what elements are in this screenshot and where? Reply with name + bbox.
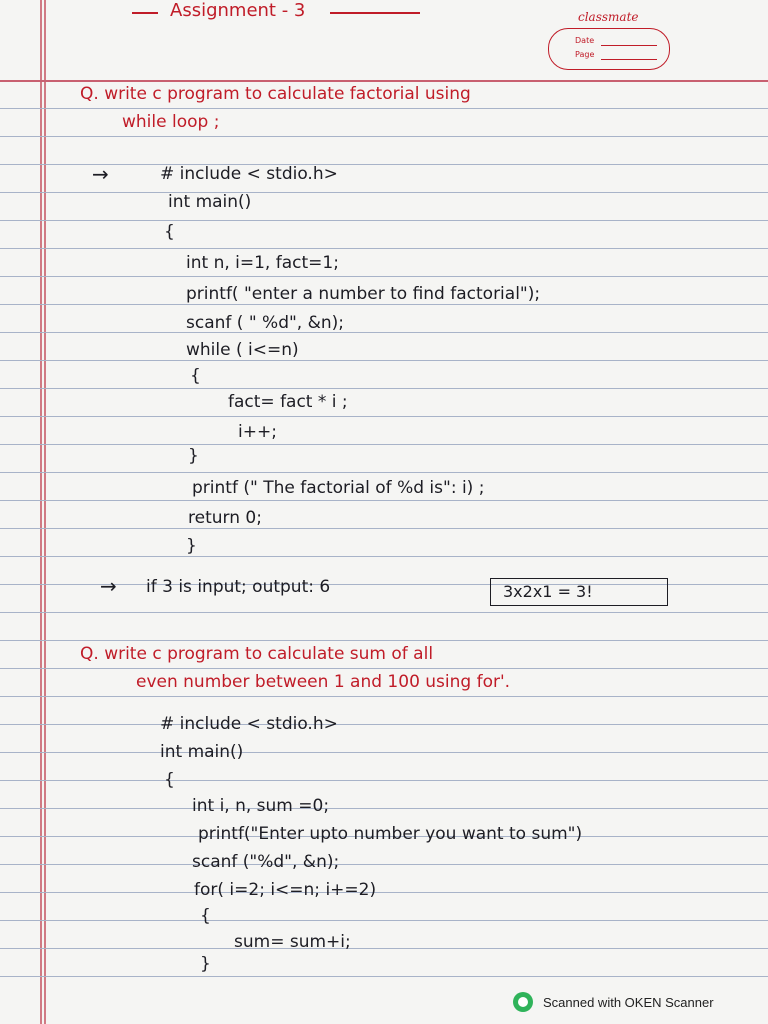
arrow-icon: → (100, 574, 117, 598)
code-line: while ( i<=n) (186, 340, 299, 360)
page-label: Page (575, 50, 595, 59)
code-line: } (200, 954, 211, 974)
output-text: if 3 is input; output: 6 (146, 577, 331, 597)
ruled-line (0, 696, 768, 697)
ruled-line (0, 108, 768, 109)
ruled-line (0, 220, 768, 221)
header-rule (0, 80, 768, 82)
code-line: int main() (160, 742, 244, 762)
code-line: int main() (168, 192, 252, 212)
code-line: sum= sum+i; (234, 932, 351, 952)
code-line: i++; (238, 422, 277, 442)
ruled-line (0, 668, 768, 669)
ruled-line (0, 864, 768, 865)
scanner-footer (513, 990, 714, 1014)
title-dash-right (330, 12, 420, 14)
ruled-line (0, 164, 768, 165)
code-line: # include < stdio.h> (160, 714, 338, 734)
code-line: int i, n, sum =0; (192, 796, 330, 816)
ruled-line (0, 276, 768, 277)
ruled-line (0, 892, 768, 893)
date-page-box (548, 28, 670, 70)
code-line: scanf ("%d", &n); (192, 852, 340, 872)
code-line: } (188, 446, 199, 466)
ruled-line (0, 948, 768, 949)
margin-line-left (40, 0, 42, 1024)
page-line (601, 59, 657, 60)
page-title: Assignment - 3 (170, 0, 306, 21)
code-line: int n, i=1, fact=1; (186, 253, 339, 273)
ruled-line (0, 724, 768, 725)
code-line: scanf ( " %d", &n); (186, 313, 345, 333)
question2-line2: even number between 1 and 100 using for'. (136, 672, 511, 692)
ruled-line (0, 444, 768, 445)
ruled-line (0, 360, 768, 361)
question1-line2: while loop ; (122, 112, 220, 132)
ruled-line (0, 472, 768, 473)
output-box (490, 578, 668, 606)
ruled-line (0, 752, 768, 753)
ruled-line (0, 388, 768, 389)
code-line: printf("Enter upto number you want to sum") (198, 824, 583, 844)
ruled-line (0, 640, 768, 641)
code-line: { (200, 906, 211, 926)
ruled-line (0, 528, 768, 529)
question1-line1: Q. write c program to calculate factorial using (80, 84, 471, 104)
ruled-line (0, 332, 768, 333)
code-line: printf( "enter a number to find factorial"); (186, 284, 541, 304)
date-line (601, 45, 657, 46)
date-label: Date (575, 36, 595, 45)
code-line: } (186, 536, 197, 556)
code-line: printf (" The factorial of %d is": i) ; (192, 478, 485, 498)
code-line: { (164, 222, 175, 242)
ruled-line (0, 304, 768, 305)
ruled-line (0, 248, 768, 249)
ruled-line (0, 920, 768, 921)
question2-line1: Q. write c program to calculate sum of all (80, 644, 434, 664)
ruled-line (0, 556, 768, 557)
code-line: # include < stdio.h> (160, 164, 338, 184)
code-line: { (164, 770, 175, 790)
title-dash-left (132, 12, 158, 14)
ruled-line (0, 416, 768, 417)
ruled-line (0, 612, 768, 613)
code-line: fact= fact * i ; (228, 392, 348, 412)
ruled-line (0, 780, 768, 781)
scanner-text: Scanned with OKEN Scanner (543, 994, 714, 1010)
ruled-line (0, 976, 768, 977)
ruled-line (0, 808, 768, 809)
arrow-icon: → (92, 162, 109, 186)
notebook-brand: classmate (578, 10, 639, 24)
ruled-line (0, 136, 768, 137)
ruled-line (0, 192, 768, 193)
output-box-text: 3x2x1 = 3! (503, 582, 593, 601)
scanner-logo-icon (513, 992, 533, 1012)
code-line: { (190, 366, 201, 386)
margin-line-left-2 (44, 0, 46, 1024)
code-line: for( i=2; i<=n; i+=2) (194, 880, 377, 900)
ruled-line (0, 500, 768, 501)
code-line: return 0; (188, 508, 262, 528)
